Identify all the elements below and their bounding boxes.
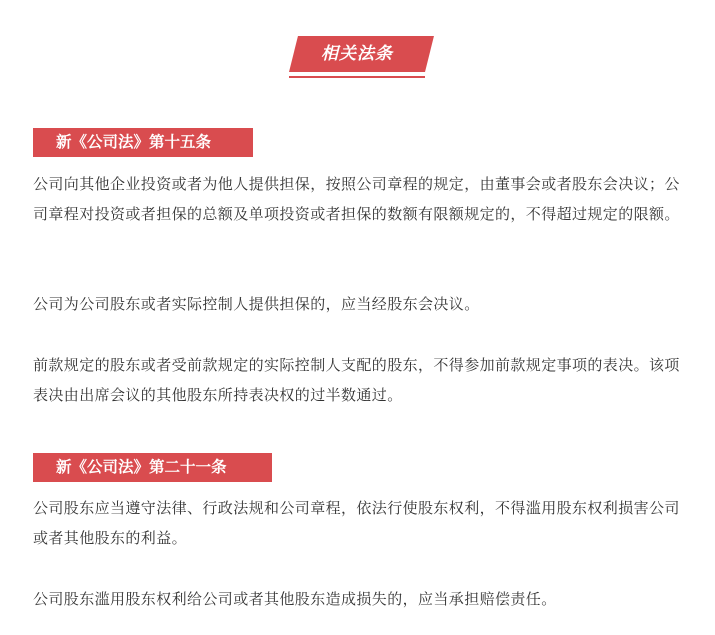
section-title: 相关法条	[321, 44, 393, 64]
article-15-paragraph-1: 公司向其他企业投资或者为他人提供担保，按照公司章程的规定，由董事会或者股东会决议；公司章程对投资或者担保的总额及单项投资或者担保的数额有限额规定的，不得超过规定的限额。	[33, 175, 680, 223]
title-underline	[289, 76, 425, 78]
article-21-paragraph-1: 公司股东应当遵守法律、行政法规和公司章程，依法行使股东权利，不得滥用股东权利损害公司或者其他股东的利益。	[33, 499, 680, 547]
article-heading-21: 新《公司法》第二十一条	[33, 453, 272, 482]
article-15-paragraph-2: 公司为公司股东或者实际控制人提供担保的，应当经股东会决议。	[33, 295, 480, 313]
section-title-banner	[289, 36, 425, 78]
article-heading-15: 新《公司法》第十五条	[33, 128, 253, 157]
article-15-paragraph-3: 前款规定的股东或者受前款规定的实际控制人支配的股东，不得参加前款规定事项的表决。该项表决由出席会议的其他股东所持表决权的过半数通过。	[33, 356, 680, 404]
article-21-paragraph-2: 公司股东滥用股东权利给公司或者其他股东造成损失的，应当承担赔偿责任。	[33, 590, 557, 608]
